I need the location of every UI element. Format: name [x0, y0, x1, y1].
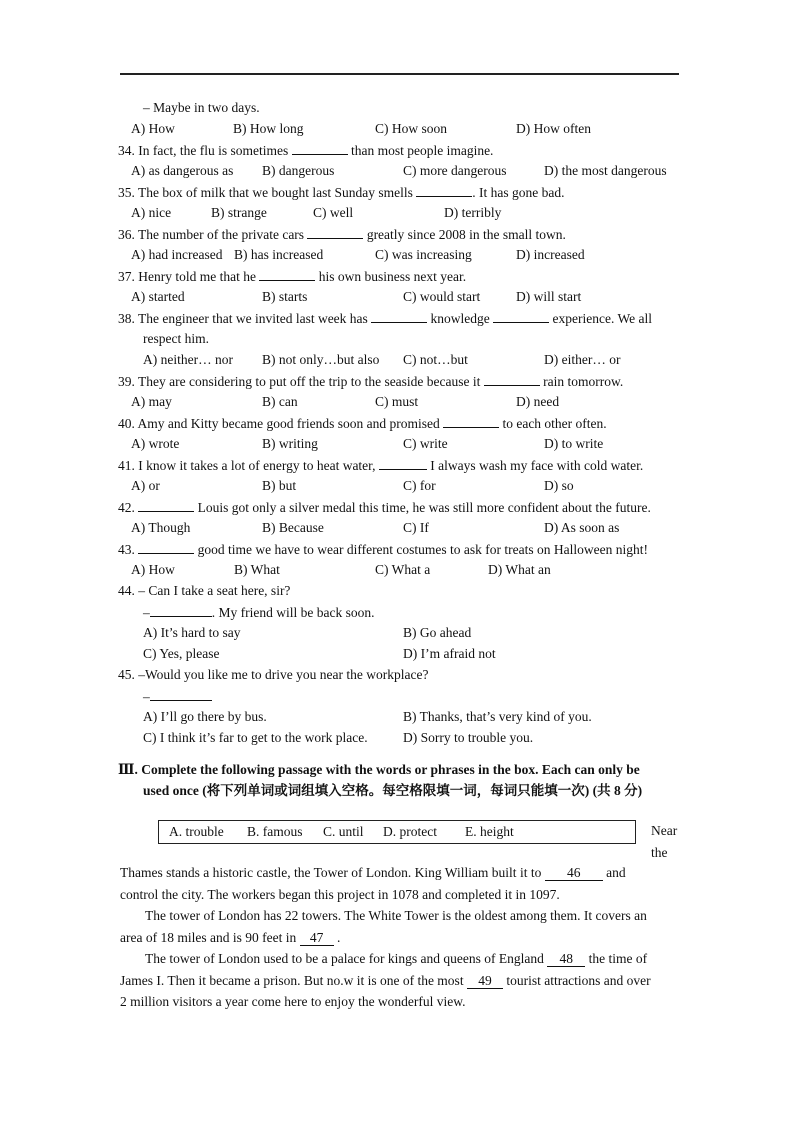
q33-option-c[interactable]: C) How soon	[375, 121, 448, 136]
q35-stem-after: . It has gone bad.	[472, 185, 565, 200]
q40-option-d[interactable]: D) to write	[544, 436, 604, 451]
q34-blank	[292, 142, 348, 155]
q43-stem	[118, 541, 648, 558]
q36-option-d[interactable]: D) increased	[516, 247, 585, 262]
q40-stem	[118, 415, 607, 432]
q37-option-a[interactable]: A) started	[131, 289, 185, 304]
q33-answer-line: – Maybe in two days.	[143, 100, 260, 115]
q38-stem-after: experience. We all	[552, 311, 653, 326]
q38-option-d[interactable]: D) either… or	[544, 352, 621, 367]
q38-option-a[interactable]: A) neither… nor	[143, 352, 233, 367]
q34-option-d[interactable]: D) the most dangerous	[544, 163, 667, 178]
q43-option-b[interactable]: B) What	[234, 562, 280, 577]
passage-p3-line1	[145, 948, 647, 970]
q37-option-c[interactable]: C) would start	[403, 289, 481, 304]
q44-stem: 44. – Can I take a seat here, sir?	[118, 583, 291, 598]
q43-stem-before: 43.	[118, 542, 135, 557]
passage-p2-after: .	[336, 930, 341, 945]
passage-p3-before: The tower of London used to be a palace for kings and queens of England	[145, 951, 544, 966]
q42-option-b[interactable]: B) Because	[262, 520, 324, 535]
q35-option-b[interactable]: B) strange	[211, 205, 267, 220]
q39-option-c[interactable]: C) must	[375, 394, 419, 409]
q34-option-a[interactable]: A) as dangerous as	[131, 163, 234, 178]
passage-p1-line2: control the city. The workers began this project in 1078 and completed it in 1097.	[120, 887, 560, 902]
passage-p2-line1: The tower of London has 22 towers. The White Tower is the oldest among them. It covers an	[145, 908, 647, 923]
q37-stem-after: his own business next year.	[318, 269, 467, 284]
q44-option-d[interactable]: D) I’m afraid not	[403, 646, 496, 661]
passage-p3-line2-before: James I. Then it became a prison. But no.w it is one of the most	[120, 973, 464, 988]
q35-option-c[interactable]: C) well	[313, 205, 354, 220]
q41-option-a[interactable]: A) or	[131, 478, 160, 493]
q35-stem-before: 35. The box of milk that we bought last Sunday smells	[118, 185, 413, 200]
q45-stem: 45. –Would you like me to drive you near the workplace?	[118, 667, 429, 682]
q41-option-c[interactable]: C) for	[403, 478, 436, 493]
q36-blank	[307, 226, 363, 239]
q44-option-c[interactable]: C) Yes, please	[143, 646, 220, 661]
section-3-line2: used once (将下列单词或词组填入空格。每空格限填一词，每词只能填一次) (共 8 分)	[143, 783, 643, 798]
q34-option-b[interactable]: B) dangerous	[262, 163, 335, 178]
q34-option-c[interactable]: C) more dangerous	[403, 163, 507, 178]
blank-46[interactable]: 46	[545, 866, 603, 881]
q34-stem-before: 34. In fact, the flu is sometimes	[118, 143, 289, 158]
passage-p3-line2-after: tourist attractions and over	[506, 973, 651, 988]
q34-stem	[118, 142, 493, 159]
q37-option-d[interactable]: D) will start	[516, 289, 582, 304]
q43-stem-after: good time we have to wear different costumes to ask for treats on Halloween night!	[197, 542, 648, 557]
q39-blank	[484, 373, 540, 386]
q39-stem-before: 39. They are considering to put off the trip to the seaside because it	[118, 374, 481, 389]
word-d: D. protect	[383, 824, 437, 839]
q44-reply-after: . My friend will be back soon.	[211, 605, 375, 620]
q40-blank	[443, 415, 499, 428]
q35-stem	[118, 184, 564, 201]
q41-stem-after: I always wash my face with cold water.	[430, 458, 644, 473]
passage-p3-after: the time of	[588, 951, 648, 966]
q40-option-c[interactable]: C) write	[403, 436, 448, 451]
q41-option-b[interactable]: B) but	[262, 478, 297, 493]
q41-blank	[379, 457, 427, 470]
q36-stem	[118, 226, 566, 243]
q42-blank	[138, 499, 194, 512]
q45-option-d[interactable]: D) Sorry to trouble you.	[403, 730, 534, 745]
q33-option-a[interactable]: A) How	[131, 121, 175, 136]
blank-49[interactable]: 49	[467, 974, 503, 989]
q38-stem-line2: respect him.	[143, 331, 209, 346]
q40-option-a[interactable]: A) wrote	[131, 436, 180, 451]
q37-option-b[interactable]: B) starts	[262, 289, 308, 304]
q36-option-a[interactable]: A) had increased	[131, 247, 223, 262]
q38-stem-before: 38. The engineer that we invited last week has	[118, 311, 368, 326]
q41-stem	[118, 457, 643, 474]
q42-option-a[interactable]: A) Though	[131, 520, 191, 535]
q39-stem	[118, 373, 623, 390]
q44-reply	[143, 604, 374, 621]
q43-option-d[interactable]: D) What an	[488, 562, 551, 577]
q45-reply-dash: –	[143, 689, 150, 704]
passage-p1-after: and	[606, 865, 626, 880]
word-e: E. height	[465, 824, 514, 839]
q40-option-b[interactable]: B) writing	[262, 436, 318, 451]
blank-47[interactable]: 47	[300, 931, 334, 946]
q38-stem-mid: knowledge	[430, 311, 490, 326]
passage-p1-before: Thames stands a historic castle, the Tower of London. King William built it to	[120, 865, 542, 880]
passage-the: the	[651, 845, 668, 860]
blank-48[interactable]: 48	[547, 952, 585, 967]
q45-reply	[143, 688, 212, 705]
q40-stem-before: 40. Amy and Kitty became good friends soon and promised	[118, 416, 440, 431]
passage-p3-line2	[120, 970, 651, 992]
q45-option-a[interactable]: A) I’ll go there by bus.	[143, 709, 267, 724]
q33-option-d[interactable]: D) How often	[516, 121, 591, 136]
q44-option-b[interactable]: B) Go ahead	[403, 625, 472, 640]
q36-stem-after: greatly since 2008 in the small town.	[366, 227, 566, 242]
section-3-numeral: Ⅲ	[118, 762, 135, 777]
q35-option-a[interactable]: A) nice	[131, 205, 172, 220]
q42-stem-before: 42.	[118, 500, 135, 515]
q42-stem-after: Louis got only a silver medal this time, he was still more confident about the future.	[197, 500, 651, 515]
word-b: B. famous	[247, 824, 303, 839]
q39-option-d[interactable]: D) need	[516, 394, 560, 409]
q35-blank	[416, 184, 472, 197]
word-box	[158, 820, 636, 844]
q45-option-b[interactable]: B) Thanks, that’s very kind of you.	[403, 709, 592, 724]
q38-option-b[interactable]: B) not only…but also	[262, 352, 380, 367]
passage-near: Near	[651, 823, 678, 838]
q43-option-c[interactable]: C) What a	[375, 562, 431, 577]
q43-blank	[138, 541, 194, 554]
q39-stem-after: rain tomorrow.	[543, 374, 624, 389]
header-rule	[120, 73, 679, 75]
q44-reply-dash: –	[143, 605, 150, 620]
q38-blank-1	[371, 310, 427, 323]
passage-p2-line2	[120, 927, 340, 949]
q40-stem-after: to each other often.	[502, 416, 607, 431]
q44-blank	[150, 604, 212, 617]
q37-blank	[259, 268, 315, 281]
q41-option-d[interactable]: D) so	[544, 478, 574, 493]
q38-stem	[118, 310, 652, 327]
q36-option-c[interactable]: C) was increasing	[375, 247, 472, 262]
q37-stem	[118, 268, 466, 285]
q42-stem	[118, 499, 651, 516]
q42-option-c[interactable]: C) If	[403, 520, 429, 535]
q44-option-a[interactable]: A) It’s hard to say	[143, 625, 241, 640]
q39-option-a[interactable]: A) may	[131, 394, 172, 409]
passage-p1-line1	[120, 862, 626, 884]
section-3-line1: . Complete the following passage with the words or phrases in the box. Each can only be	[134, 762, 640, 777]
q38-option-c[interactable]: C) not…but	[403, 352, 468, 367]
q36-option-b[interactable]: B) has increased	[234, 247, 324, 262]
section-3-heading	[118, 759, 683, 780]
q33-option-b[interactable]: B) How long	[233, 121, 304, 136]
q41-stem-before: 41. I know it takes a lot of energy to heat water,	[118, 458, 376, 473]
word-a: A. trouble	[169, 824, 224, 839]
q34-stem-after: than most people imagine.	[350, 143, 494, 158]
q45-blank	[150, 688, 212, 701]
q36-stem-before: 36. The number of the private cars	[118, 227, 305, 242]
q35-option-d[interactable]: D) terribly	[444, 205, 502, 220]
q42-option-d[interactable]: D) As soon as	[544, 520, 620, 535]
q45-option-c[interactable]: C) I think it’s far to get to the work place.	[143, 730, 368, 745]
q43-option-a[interactable]: A) How	[131, 562, 175, 577]
q39-option-b[interactable]: B) can	[262, 394, 298, 409]
word-c: C. until	[323, 824, 364, 839]
passage-p3-line3: 2 million visitors a year come here to enjoy the wonderful view.	[120, 994, 466, 1009]
q38-blank-2	[493, 310, 549, 323]
q37-stem-before: 37. Henry told me that he	[118, 269, 256, 284]
passage-p2-before: area of 18 miles and is 90 feet in	[120, 930, 297, 945]
